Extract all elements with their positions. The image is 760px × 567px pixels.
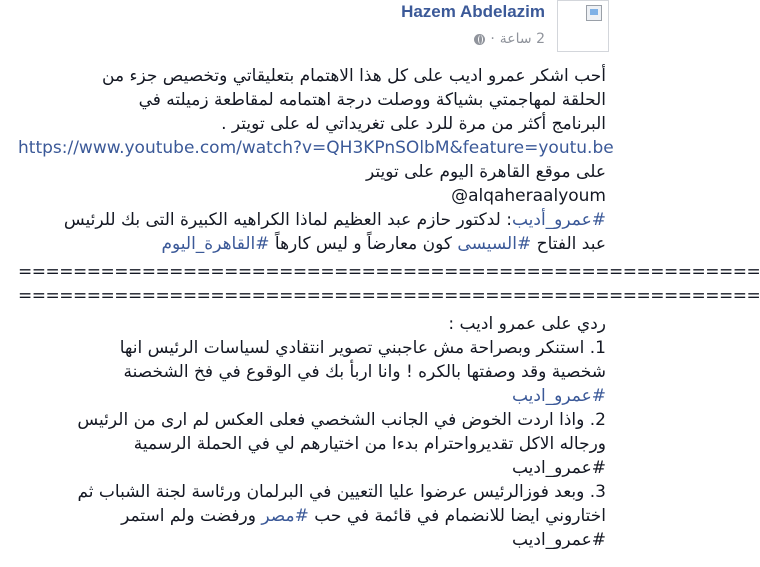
youtube-link[interactable]: https://www.youtube.com/watch?v=QH3KPnSOlbM&feature=youtu.be: [18, 138, 614, 158]
broken-image-icon: [586, 5, 602, 21]
post-line: [18, 208, 606, 232]
author-name[interactable]: Hazem Abdelazim: [401, 2, 545, 21]
line-text: البرنامج أكثر من مرة للرد على تغريداتي له على تويتر .: [221, 114, 606, 134]
post-line: [18, 336, 606, 360]
post-line: [18, 184, 606, 208]
post-line: [18, 432, 606, 456]
post-timestamp[interactable]: 2 ساعة: [499, 31, 545, 47]
line-text: شخصية وقد وصفتها بالكره ! وانا اربأ بك في الوقوع في فخ الشخصنة: [123, 362, 606, 382]
post-meta: [474, 30, 545, 48]
post-line: [18, 408, 606, 432]
separator-line: ======================================================: [18, 286, 760, 306]
line-text: 1. استنكر وبصراحة مش عاجبني تصوير انتقادي لسياسات الرئيس انها: [119, 338, 606, 358]
post-line: [18, 528, 606, 552]
line-text: 2. واذا اردت الخوض في الجانب الشخصي فعلى العكس لم ارى من الرئيس: [77, 410, 606, 430]
line-text: كون معارضاً و ليس كارهاً: [269, 234, 458, 254]
hashtag-link[interactable]: #القاهرة_اليوم: [161, 234, 270, 254]
line-text: 3. وبعد فوزالرئيس عرضوا عليا التعيين في البرلمان ورئاسة لجنة الشباب ثم: [77, 482, 606, 502]
line-text: اختاروني ايضا للانضمام في قائمة في حب: [308, 506, 606, 526]
post-body: [18, 64, 760, 552]
globe-icon[interactable]: [474, 34, 485, 45]
avatar[interactable]: [557, 0, 609, 52]
post-line: [18, 456, 606, 480]
hashtag-link[interactable]: #السيسى: [457, 234, 532, 254]
hashtag-link[interactable]: #عمرو_اديب: [511, 386, 606, 406]
line-text: أحب اشكر عمرو اديب على كل هذا الاهتمام بتعليقاتي وتخصيص جزء من: [102, 66, 606, 86]
hashtag-link[interactable]: #مصر: [261, 506, 309, 526]
line-text: عبد الفتاح: [531, 234, 606, 254]
line-text: : لدكتور حازم عبد العظيم لماذا الكراهيه الكبيرة التى بك للرئيس: [63, 210, 512, 230]
post-line: [18, 64, 606, 88]
post-line: [18, 504, 606, 528]
post-line: [18, 160, 606, 184]
line-text: ورفضت ولم استمر: [121, 506, 262, 526]
line-text: ورجاله الاكل تقديرواحترام بدءا من اختيارهم لي في الحملة الرسمية: [133, 434, 606, 454]
post-line: [18, 384, 606, 408]
post-line: [18, 360, 606, 384]
meta-dot: ·: [490, 31, 495, 47]
post-line: [18, 136, 614, 160]
line-text: #عمرو_اديب: [511, 530, 606, 550]
post-line: [18, 112, 606, 136]
separator-line: ======================================================: [18, 262, 760, 282]
post-line: [18, 232, 606, 256]
line-text: alqaheraalyoum@: [451, 186, 606, 206]
line-text: #عمرو_اديب: [511, 458, 606, 478]
post-line: [18, 88, 606, 112]
post-line: [18, 480, 606, 504]
post-line: [18, 312, 606, 336]
line-text: على موقع القاهرة اليوم على تويتر: [366, 162, 606, 182]
post-header: [0, 0, 621, 56]
line-text: ردي على عمرو اديب :: [448, 314, 606, 334]
hashtag-link[interactable]: #عمرو_أديب: [511, 210, 606, 230]
line-text: الحلقة لمهاجمتي بشياكة ووصلت درجة اهتمامه لمقاطعة زميلته في: [138, 90, 606, 110]
